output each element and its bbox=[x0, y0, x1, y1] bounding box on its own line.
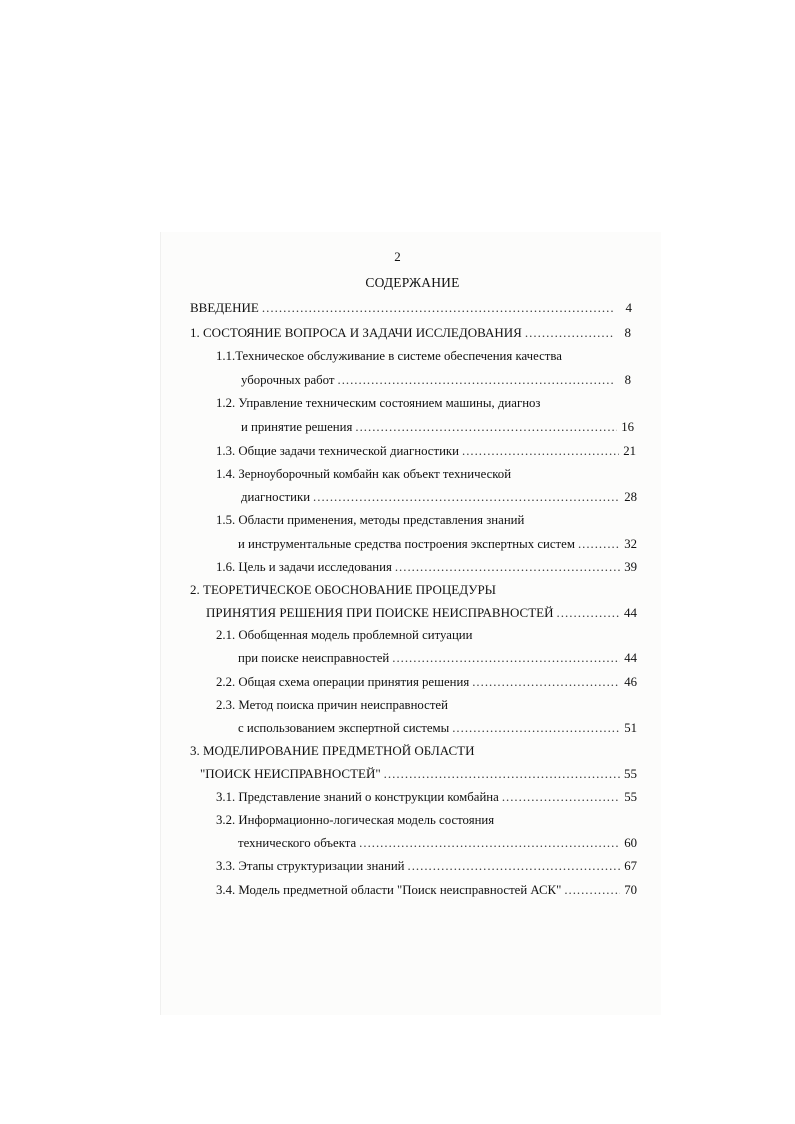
toc-entry-3-3[interactable] bbox=[216, 858, 637, 874]
toc-entry-3-4[interactable] bbox=[216, 882, 637, 898]
leader-dots bbox=[313, 489, 620, 505]
toc-entry-text: 1. СОСТОЯНИЕ ВОПРОСА И ЗАДАЧИ ИССЛЕДОВАНИЯ bbox=[190, 325, 522, 340]
toc-entry-page: 28 bbox=[624, 490, 637, 504]
toc-entry-page: 39 bbox=[624, 560, 637, 574]
toc-entry-text: 1.3. Общие задачи технической диагностики bbox=[216, 444, 459, 458]
leader-dots bbox=[564, 882, 620, 898]
toc-entry-page: 55 bbox=[624, 766, 637, 781]
leader-dots bbox=[462, 443, 619, 459]
toc-entry-page: 16 bbox=[621, 420, 634, 434]
toc-entry-text: 3.1. Представление знаний о конструкции комбайна bbox=[216, 790, 499, 804]
toc-entry-page: 60 bbox=[624, 836, 637, 850]
toc-entry-page: 67 bbox=[624, 859, 637, 873]
toc-entry-intro[interactable] bbox=[190, 300, 632, 316]
toc-entry-1-2-line1[interactable]: 1.2. Управление техническим состоянием машины, диагноз bbox=[216, 396, 541, 410]
leader-dots bbox=[408, 858, 620, 874]
toc-entry-text: 1.6. Цель и задачи исследования bbox=[216, 560, 392, 574]
toc-entry-page: 51 bbox=[624, 721, 637, 735]
toc-entry-text: и принятие решения bbox=[241, 420, 353, 434]
toc-entry-page: 44 bbox=[624, 651, 637, 665]
toc-entry-text: диагностики bbox=[241, 490, 311, 504]
toc-entry-text: с использованием экспертной системы bbox=[238, 721, 450, 735]
toc-entry-2-3-line1[interactable]: 2.3. Метод поиска причин неисправностей bbox=[216, 698, 448, 712]
toc-entry-1-1-line1[interactable]: 1.1.Техническое обслуживание в системе обеспечения качества bbox=[216, 349, 562, 363]
leader-dots bbox=[395, 559, 620, 575]
leader-dots bbox=[502, 789, 620, 805]
toc-entry-3-1[interactable] bbox=[216, 789, 637, 805]
toc-entry-1-5[interactable] bbox=[238, 536, 637, 552]
toc-entry-text: 3.4. Модель предметной области "Поиск неисправностей АСК" bbox=[216, 883, 562, 897]
leader-dots bbox=[525, 325, 614, 341]
leader-dots bbox=[472, 674, 620, 690]
toc-entry-text: уборочных работ bbox=[241, 373, 335, 387]
toc-entry-text: ПРИНЯТИЯ РЕШЕНИЯ ПРИ ПОИСКЕ НЕИСПРАВНОСТЕЙ bbox=[206, 605, 554, 620]
toc-entry-page: 8 bbox=[624, 325, 631, 340]
toc-entry-chapter-3-line1[interactable]: 3. МОДЕЛИРОВАНИЕ ПРЕДМЕТНОЙ ОБЛАСТИ bbox=[190, 743, 475, 758]
leader-dots bbox=[262, 300, 615, 316]
toc-entry-chapter-3[interactable] bbox=[200, 766, 637, 782]
toc-entry-1-4[interactable] bbox=[241, 489, 637, 505]
toc-entry-text: 3.3. Этапы структуризации знаний bbox=[216, 859, 405, 873]
leader-dots bbox=[392, 650, 620, 666]
toc-entry-2-1[interactable] bbox=[238, 650, 637, 666]
toc-entry-chapter-1[interactable] bbox=[190, 325, 631, 341]
toc-entry-1-4-line1[interactable]: 1.4. Зерноуборочный комбайн как объект технической bbox=[216, 467, 512, 481]
toc-entry-2-2[interactable] bbox=[216, 674, 637, 690]
toc-entry-1-1[interactable] bbox=[241, 372, 631, 388]
toc-entry-page: 21 bbox=[623, 444, 636, 458]
leader-dots bbox=[384, 766, 620, 782]
page-number: 2 bbox=[394, 249, 401, 264]
toc-entry-2-1-line1[interactable]: 2.1. Обобщенная модель проблемной ситуации bbox=[216, 628, 473, 642]
leader-dots bbox=[556, 605, 620, 621]
toc-entry-text: 2.2. Общая схема операции принятия решения bbox=[216, 675, 470, 689]
toc-entry-chapter-2[interactable] bbox=[206, 605, 637, 621]
toc-entry-1-2[interactable] bbox=[241, 419, 634, 435]
toc-entry-page: 44 bbox=[624, 605, 637, 620]
toc-entry-3-2[interactable] bbox=[238, 835, 637, 851]
toc-entry-page: 8 bbox=[624, 373, 631, 387]
toc-entry-text: "ПОИСК НЕИСПРАВНОСТЕЙ" bbox=[200, 766, 381, 781]
toc-entry-page: 70 bbox=[624, 883, 637, 897]
toc-entry-text: технического объекта bbox=[238, 836, 357, 850]
leader-dots bbox=[355, 419, 617, 435]
toc-entry-3-2-line1[interactable]: 3.2. Информационно-логическая модель состояния bbox=[216, 813, 495, 827]
toc-entry-page: 46 bbox=[624, 675, 637, 689]
toc-title: СОДЕРЖАНИЕ bbox=[365, 275, 460, 290]
toc-entry-text: ВВЕДЕНИЕ bbox=[190, 300, 259, 315]
toc-entry-text: при поиске неисправностей bbox=[238, 651, 390, 665]
toc-entry-1-3[interactable] bbox=[216, 443, 636, 459]
leader-dots bbox=[452, 720, 620, 736]
leader-dots bbox=[338, 372, 615, 388]
toc-entry-text: и инструментальные средства построения экспертных систем bbox=[238, 537, 575, 551]
toc-entry-page: 55 bbox=[624, 790, 637, 804]
toc-entry-page: 32 bbox=[624, 537, 637, 551]
toc-entry-1-5-line1[interactable]: 1.5. Области применения, методы представления знаний bbox=[216, 513, 525, 527]
leader-dots bbox=[578, 536, 620, 552]
toc-entry-page: 4 bbox=[625, 300, 632, 315]
toc-entry-chapter-2-line1[interactable]: 2. ТЕОРЕТИЧЕСКОЕ ОБОСНОВАНИЕ ПРОЦЕДУРЫ bbox=[190, 582, 497, 597]
leader-dots bbox=[359, 835, 620, 851]
toc-entry-2-3[interactable] bbox=[238, 720, 637, 736]
toc-entry-1-6[interactable] bbox=[216, 559, 637, 575]
